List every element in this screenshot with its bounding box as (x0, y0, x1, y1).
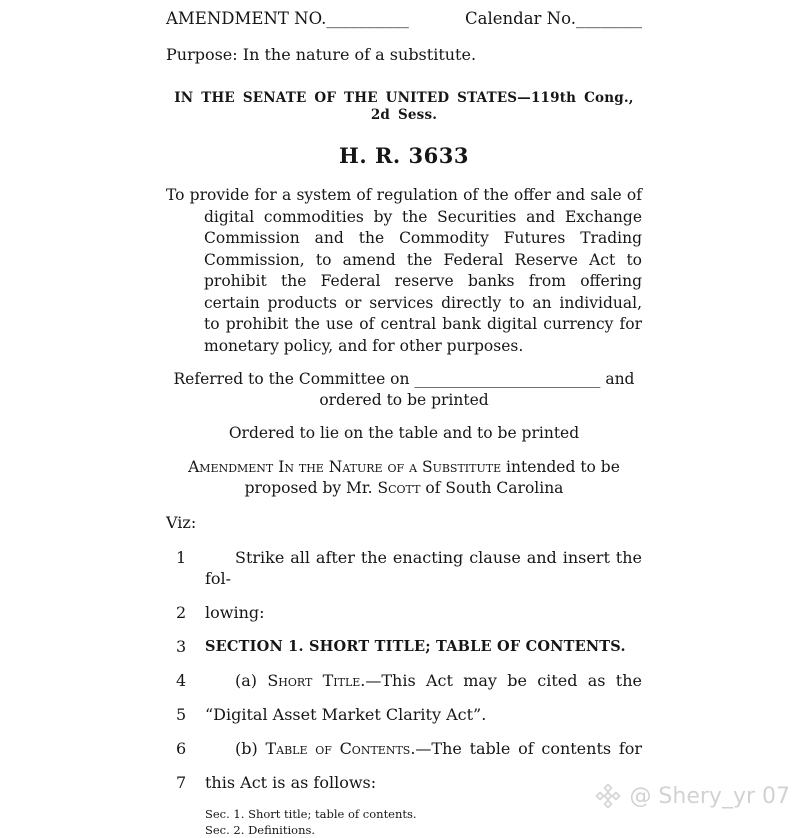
amendment-statement-middle: intended to be proposed by Mr. (244, 458, 620, 497)
line-text: this Act is as follows: (205, 773, 377, 792)
line-text (205, 670, 642, 691)
referred-to-committee-block (166, 369, 642, 411)
table-of-contents (205, 806, 642, 838)
line-text-smallcaps: Table of Contents (265, 739, 411, 758)
senate-heading: IN THE SENATE OF THE UNITED STATES—119th Cong., 2d Sess. (174, 90, 634, 123)
line-number: 4 (176, 671, 187, 690)
referred-line-1: Referred to the Committee on ________________________ and (173, 370, 635, 388)
amendment-statement (166, 457, 642, 499)
toc-entry: Sec. 2. Definitions. (205, 823, 316, 837)
bill-line (166, 772, 642, 793)
line-number: 2 (176, 603, 187, 622)
bill-number: H. R. 3633 (339, 143, 469, 168)
bill-line (166, 547, 642, 589)
toc-entry: Sec. 1. Short title; table of contents. (205, 807, 417, 821)
bill-line (166, 670, 642, 691)
line-text (205, 738, 642, 759)
line-text: lowing: (205, 603, 265, 622)
referred-line-2: ordered to be printed (319, 391, 489, 409)
purpose-line: Purpose: In the nature of a substitute. (166, 45, 477, 64)
line-text-pre: (a) (235, 671, 268, 690)
amendment-statement-smallcaps: Amendment In the Nature of a Substitute (188, 458, 502, 476)
amendment-number-blank: AMENDMENT NO.__________ (166, 9, 409, 28)
bill-line (166, 602, 642, 623)
binance-diamond-logo-icon (594, 782, 622, 810)
line-number: 1 (176, 548, 187, 567)
line-number: 5 (176, 705, 187, 724)
document-content (166, 8, 642, 838)
line-number: 7 (176, 773, 187, 792)
line-text: Strike all after the enacting clause and insert the fol- (205, 548, 642, 588)
bill-long-title: To provide for a system of regulation of the offer and sale of digital commodities by the Securities and Exchange Commission and the Commodity Futures Trading Commission, to amend the Federal Reserve Act to prohibit the Federal reserve banks from offering certain products or services directly to an individual, to prohibit the use of central bank digital currency for monetary policy, and for other purposes. (166, 186, 642, 355)
bill-line (166, 738, 642, 759)
line-text-pre: (b) (235, 739, 266, 758)
ordered-to-lie-line: Ordered to lie on the table and to be printed (228, 424, 580, 442)
sponsor-name-smallcaps: Scott (377, 479, 421, 497)
line-text-post: .—This Act may be cited as the (360, 671, 642, 690)
numbered-bill-text (166, 547, 642, 793)
line-number: 6 (176, 739, 187, 758)
line-number: 3 (176, 637, 187, 656)
watermark-handle: @ Shery_yr 07 (629, 783, 790, 809)
header-row (166, 8, 642, 29)
viz-label: Viz: (166, 513, 197, 532)
line-text: “Digital Asset Market Clarity Act”. (205, 705, 487, 724)
line-text-smallcaps: Short Title (267, 671, 361, 690)
section-heading-text: SECTION 1. SHORT TITLE; TABLE OF CONTENTS. (205, 638, 626, 655)
bill-line (166, 704, 642, 725)
bill-line (166, 636, 642, 657)
watermark (594, 782, 790, 810)
amendment-statement-end: of South Carolina (420, 479, 564, 497)
line-text-post: .—The table of contents for (410, 739, 643, 758)
calendar-number-blank: Calendar No.________ (465, 9, 642, 28)
